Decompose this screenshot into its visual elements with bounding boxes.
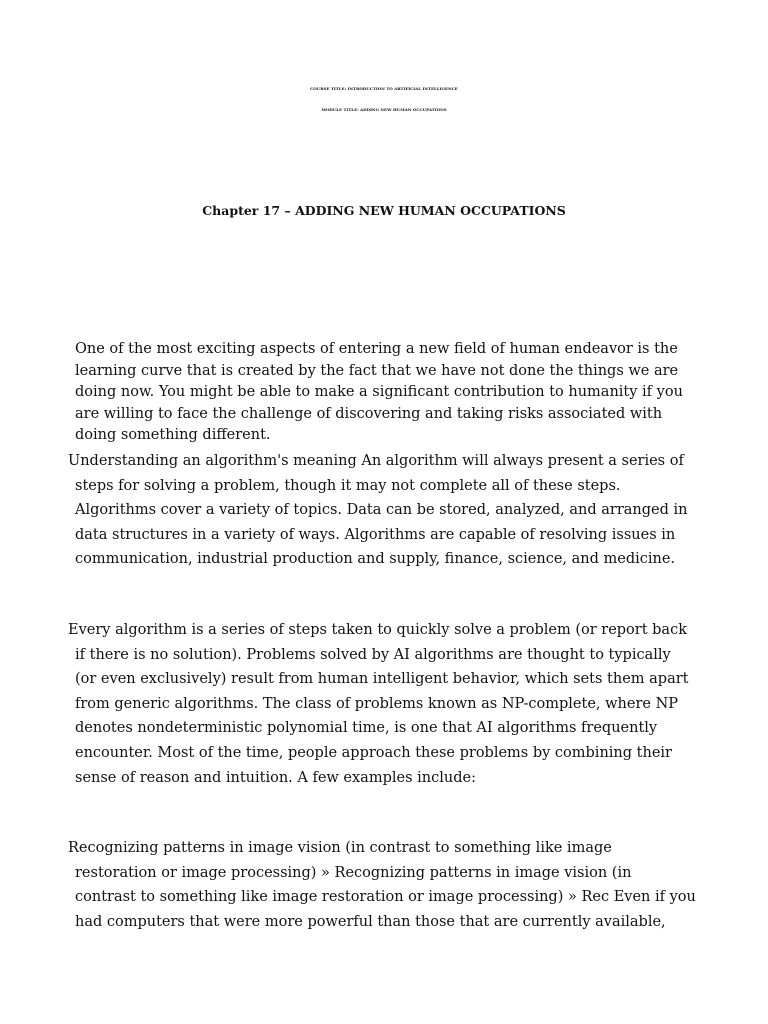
paragraph-line: had computers that were more powerful than those that are currently available, <box>75 913 666 930</box>
paragraph-line: sense of reason and intuition. A few examples include: <box>75 769 476 786</box>
document-header <box>0 78 768 120</box>
paragraph-line: Recognizing patterns in image vision (in contrast to something like image <box>68 840 612 856</box>
paragraph-line: doing now. You might be able to make a significant contribution to humanity if you <box>75 384 683 400</box>
paragraph-line: denotes nondeterministic polynomial time, is one that AI algorithms frequently <box>75 720 658 737</box>
paragraph-line: One of the most exciting aspects of entering a new field of human endeavor is the <box>75 341 678 357</box>
paragraph-line: steps for solving a problem, though it may not complete all of these steps. <box>75 477 621 494</box>
chapter-title: Chapter 17 – ADDING NEW HUMAN OCCUPATIONS <box>202 203 566 218</box>
paragraph-line: communication, industrial production and supply, finance, science, and medicine. <box>75 551 676 567</box>
paragraph-line: are willing to face the challenge of discovering and taking risks associated with <box>75 405 663 422</box>
paragraph-line: encounter. Most of the time, people approach these problems by combining their <box>75 744 672 761</box>
paragraph-line: if there is no solution). Problems solved by AI algorithms are thought to typically <box>75 646 671 663</box>
paragraph-line: doing something different. <box>75 427 271 443</box>
paragraph-line: data structures in a variety of ways. Algorithms are capable of resolving issues in <box>75 526 676 543</box>
paragraph-line: (or even exclusively) result from human intelligent behavior, which sets them apart <box>75 671 689 688</box>
paragraph-examples <box>68 836 728 934</box>
paragraph-ai-algorithms <box>68 618 728 790</box>
paragraph-line: Understanding an algorithm's meaning An algorithm will always present a series of <box>68 453 684 469</box>
module-title: MODULE TITLE: ADDING NEW HUMAN OCCUPATIONS <box>321 107 447 112</box>
paragraph-line: restoration or image processing) » Recognizing patterns in image vision (in <box>75 864 632 881</box>
paragraph-line: Every algorithm is a series of steps taken to quickly solve a problem (or report back <box>68 622 687 638</box>
paragraph-algorithm-meaning <box>68 449 728 572</box>
paragraph-line: learning curve that is created by the fact that we have not done the things we are <box>75 362 679 379</box>
paragraph-line: contrast to something like image restoration or image processing) » Rec Even if you <box>75 889 696 906</box>
paragraph-line: from generic algorithms. The class of problems known as NP-complete, where NP <box>75 695 679 712</box>
course-title: COURSE TITLE: INTRODUCTION TO ARTIFICIAL INTELLIGENCE <box>310 86 458 91</box>
paragraph-intro <box>68 339 728 447</box>
paragraph-line: Algorithms cover a variety of topics. Data can be stored, analyzed, and arranged in <box>75 502 688 518</box>
